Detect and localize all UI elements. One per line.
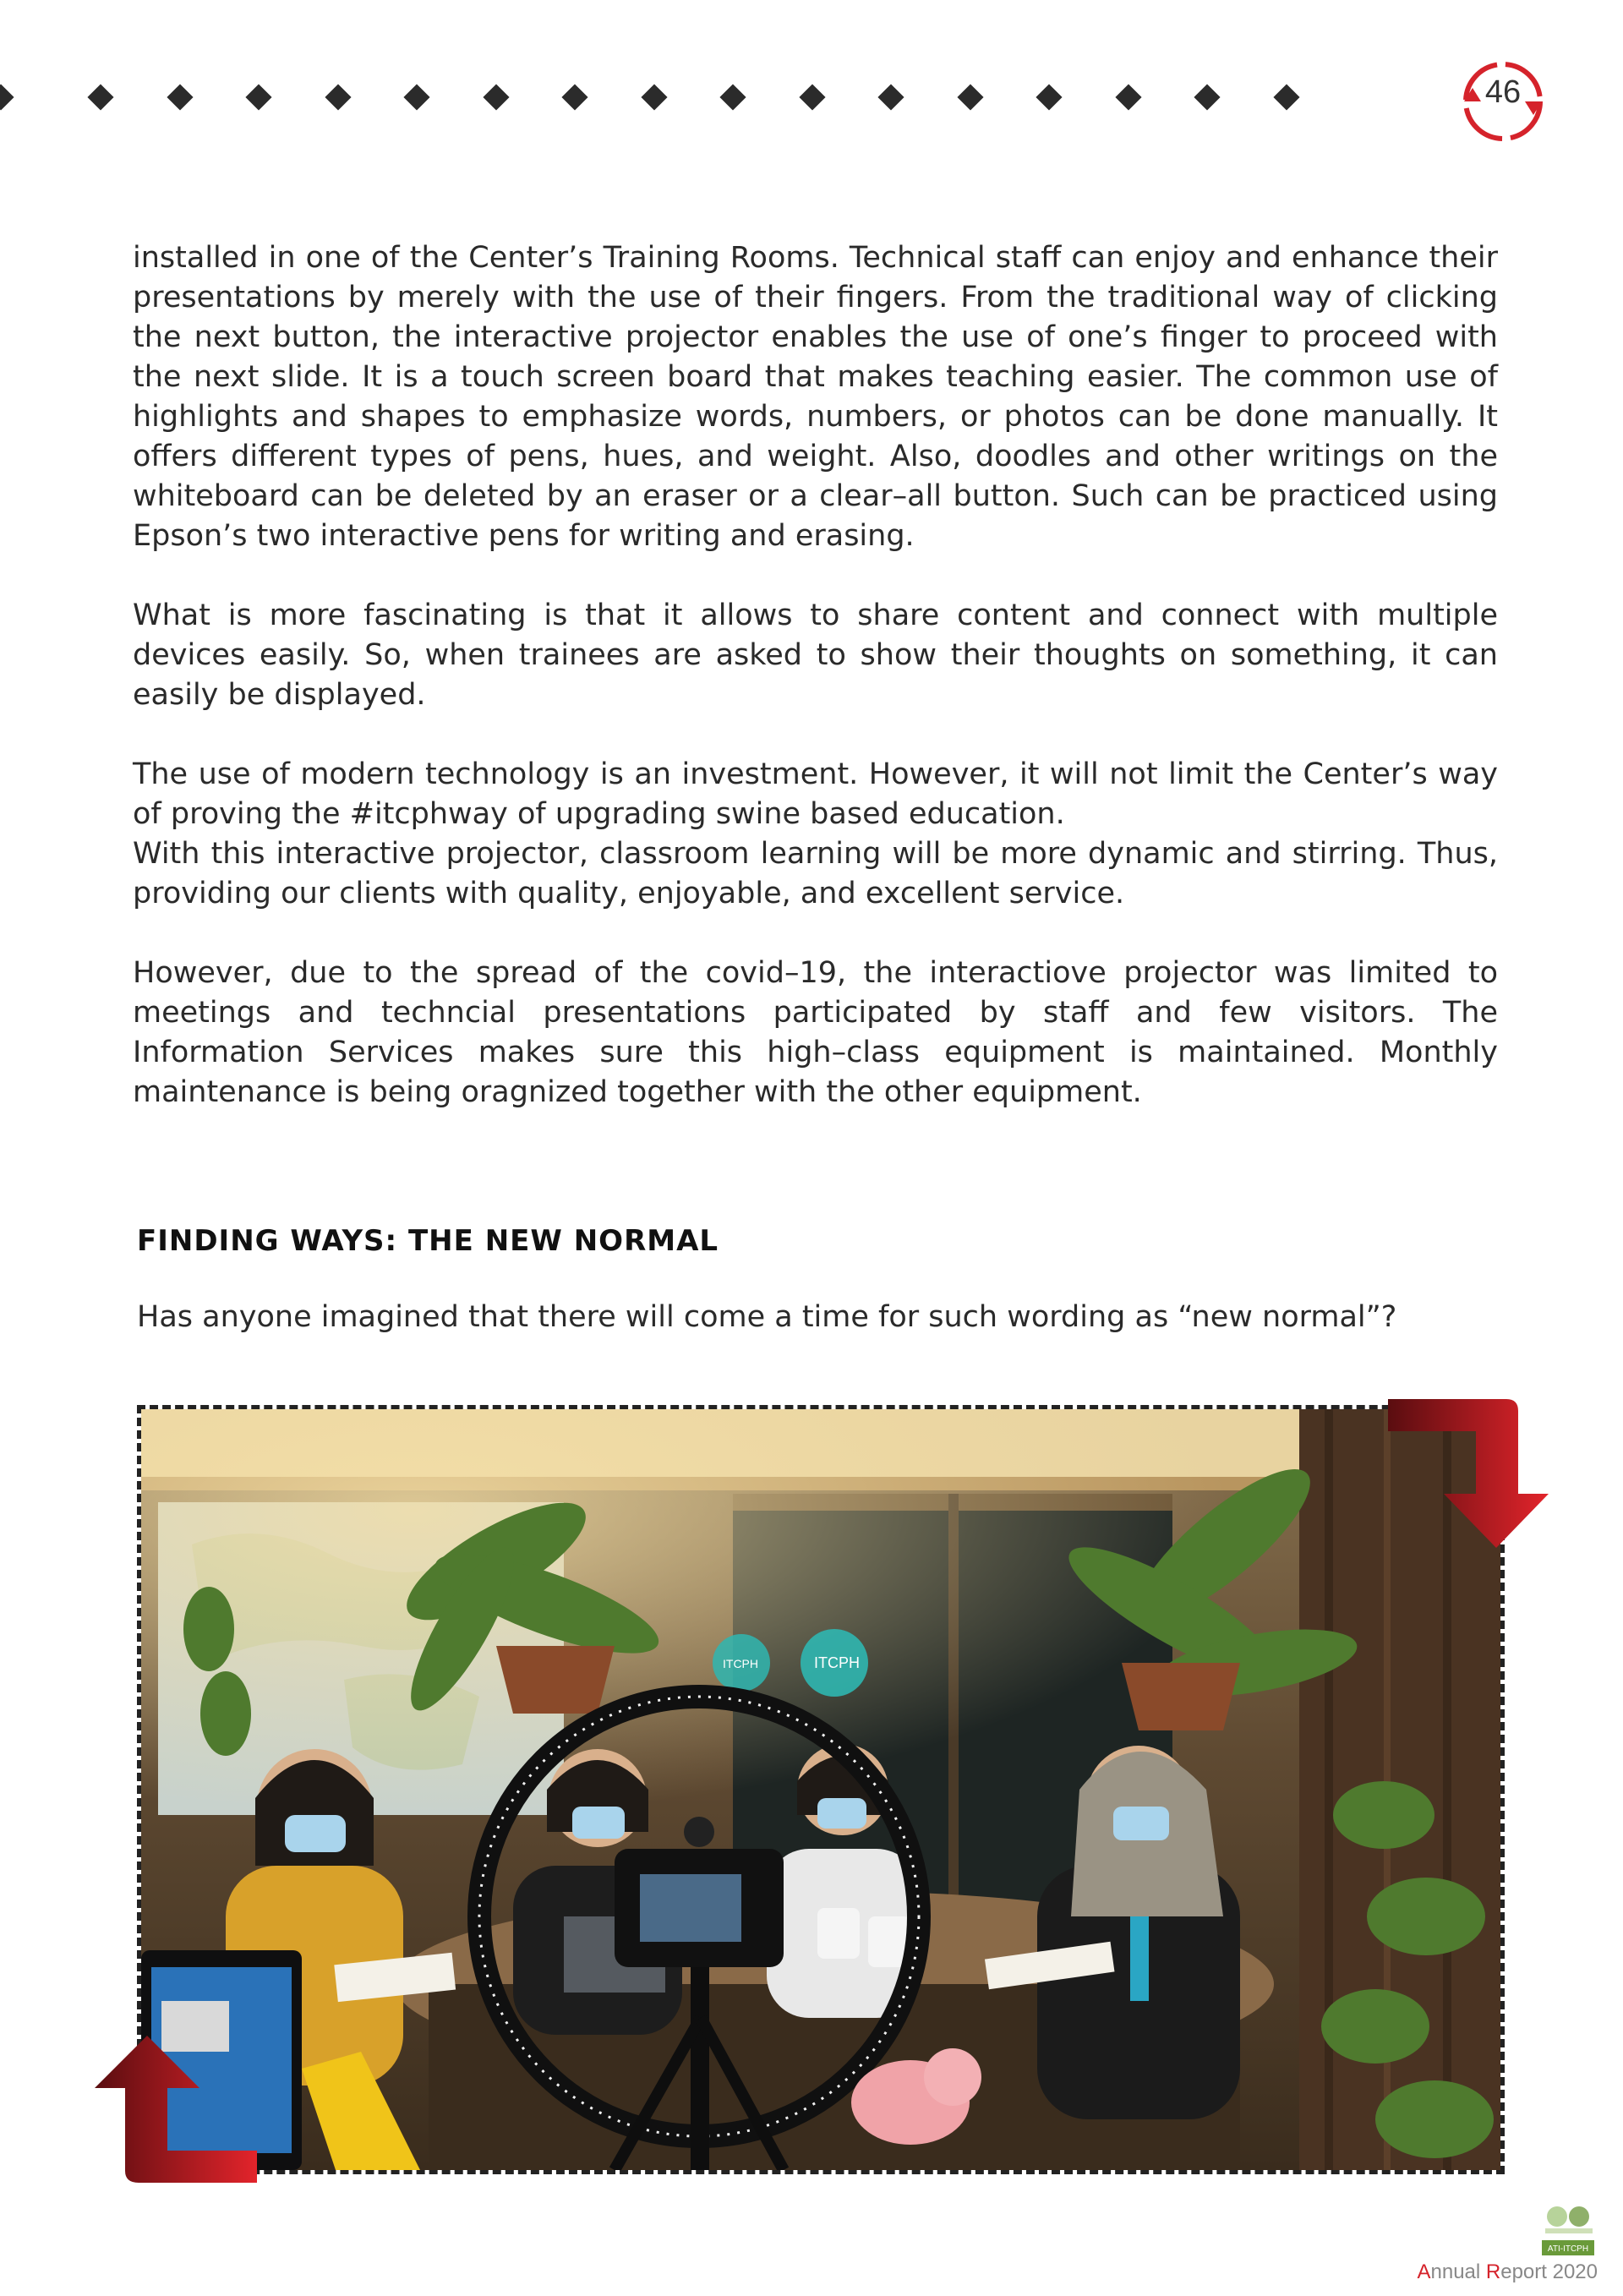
page-number: 46 <box>1484 74 1522 110</box>
header-diamond <box>641 84 667 110</box>
paragraph: installed in one of the Center’s Training Rooms. Technical staff can enjoy and enhance their presentations by merely with the use of their fingers. From the traditional way of clicking the next button, the interactive projector enables the use of one’s finger to proceed with the next slide. It is a touch screen board that makes teaching easier. The common use of highlights and shapes to emphasize words, numbers, or photos can be done manually. It offers different types of pens, hues, and weight. Also, doodles and other writings on the whiteboard can be deleted by an eraser or a clear–all button. Such can be practiced using Epson’s two interactive pens for writing and erasing. <box>133 241 1498 553</box>
logo-label: ATI-ITCPH <box>1547 2244 1589 2254</box>
podcast-room-image <box>141 1409 1500 2170</box>
footer-word-annual: nnual <box>1430 2260 1486 2283</box>
podcast-photo <box>137 1405 1505 2174</box>
header-diamond <box>483 84 509 110</box>
red-corner-arrow-icon <box>91 2036 257 2183</box>
header-diamond-row <box>0 81 1319 115</box>
footer-letter-r: R <box>1485 2260 1501 2283</box>
header-diamond <box>245 84 271 110</box>
header-diamond <box>87 84 113 110</box>
itcph-sign-text: ITCPH <box>723 1657 758 1670</box>
header-diamond <box>561 84 587 110</box>
article-body <box>133 238 1498 1152</box>
footer-letter-a: A <box>1417 2260 1431 2283</box>
section-intro: Has anyone imagined that there will come a time for such wording as “new normal”? <box>137 1300 1397 1334</box>
red-corner-arrow-icon <box>1388 1399 1550 1548</box>
section-heading: FINDING WAYS: THE NEW NORMAL <box>137 1224 719 1258</box>
header-diamond <box>799 84 825 110</box>
header-diamond <box>877 84 904 110</box>
annual-report-footer <box>1417 2260 1598 2284</box>
header-diamond <box>957 84 983 110</box>
header-diamond <box>1036 84 1062 110</box>
itcph-sign-text: ITCPH <box>814 1654 860 1671</box>
paragraph: With this interactive projector, classroom learning will be more dynamic and stirring. Thus, providing our clients with quality, enjoyable, and excellent service. <box>133 837 1498 910</box>
paragraph: However, due to the spread of the covid–19, the interactiove projector was limited to meetings and techncial presentations participated by staff and few visitors. The Information Services makes sure this high–class equipment is maintained. Monthly maintenance is being oragnized together with the other equipment. <box>133 956 1498 1109</box>
header-diamond <box>1115 84 1141 110</box>
header-diamond <box>325 84 351 110</box>
paragraph: What is more fascinating is that it allows to share content and connect with multiple devices easily. So, when trainees are asked to show their thoughts on something, it can easily be displayed. <box>133 599 1498 712</box>
paragraph: The use of modern technology is an investment. However, it will not limit the Center’s way of proving the #itcphway of upgrading swine based education. <box>133 757 1498 831</box>
footer-word-report: eport 2020 <box>1500 2260 1598 2283</box>
header-diamond <box>719 84 746 110</box>
header-diamond <box>0 84 14 110</box>
header-diamond <box>403 84 429 110</box>
header-diamond <box>167 84 193 110</box>
header-diamond <box>1273 84 1299 110</box>
header-diamond <box>1194 84 1220 110</box>
ati-itcph-logo <box>1538 2203 1598 2259</box>
